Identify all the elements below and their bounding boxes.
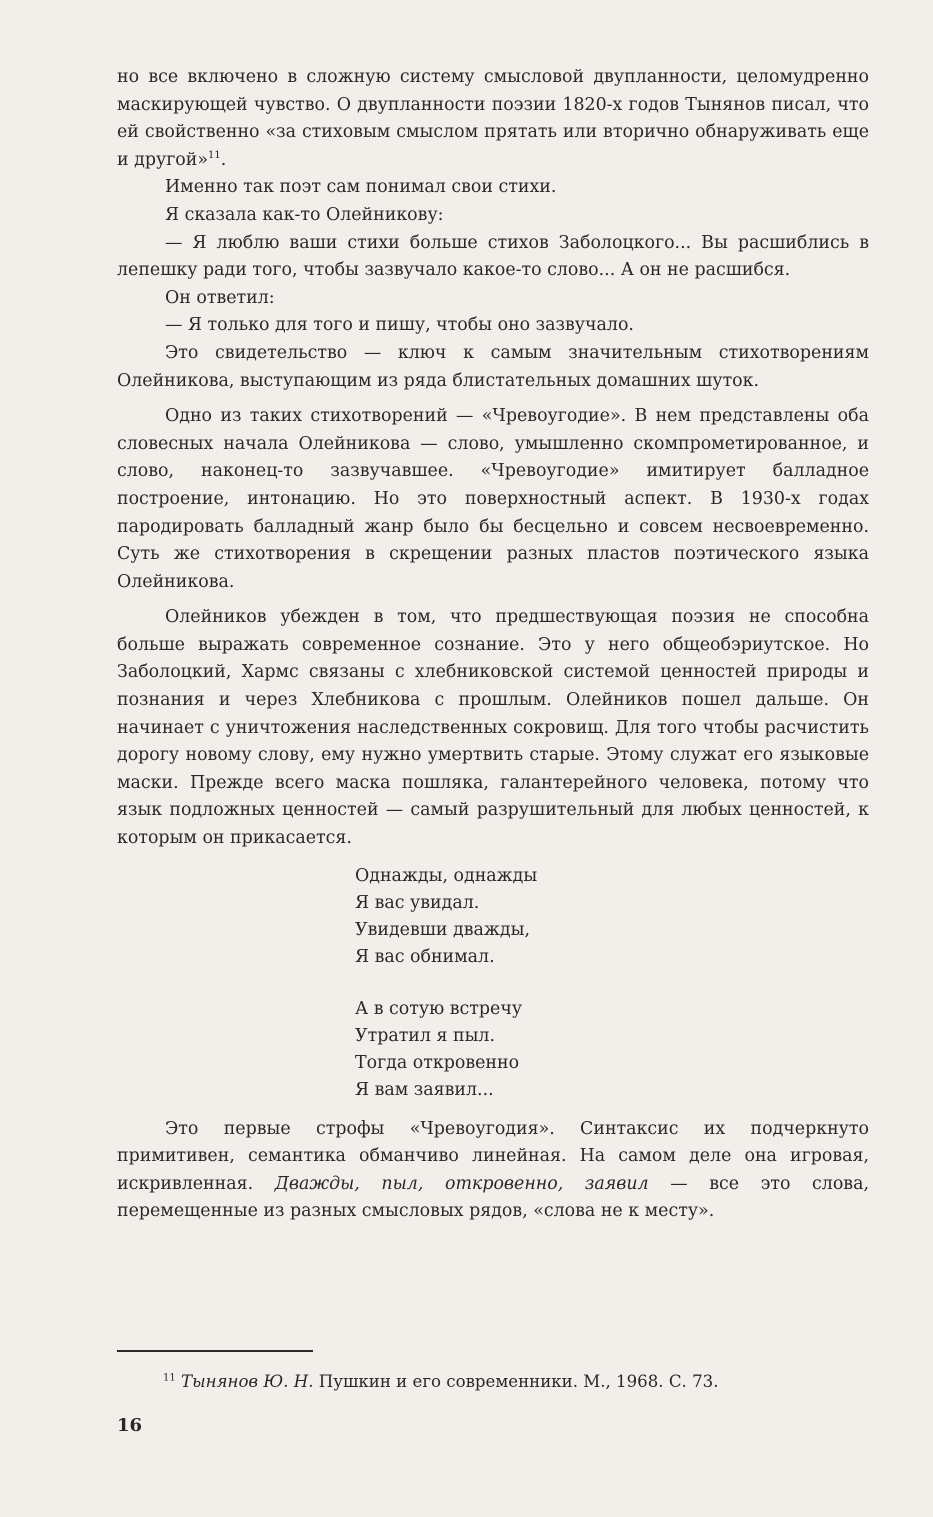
poem-line: Однажды, однажды	[355, 865, 538, 886]
poem-line: Увидевши дважды,	[355, 919, 530, 940]
paragraph-3: Я сказала как-то Олейникову:	[165, 204, 444, 225]
paragraph-10-text-b: — все это слова, перемещенные из разных смысловых рядов, «слова не к месту».	[117, 1173, 869, 1222]
paragraph-10-text-a: Это первые строфы «Чревоугодия». Синтаксис их подчеркнуто примитивен, семантика обманчиво линейная. На самом деле она игровая, искривленная.	[117, 1118, 869, 1194]
paragraph-1	[117, 64, 869, 174]
paragraph-9: Олейников убежден в том, что предшествующая поэзия не способна больше выражать современное сознание. Это у него общеобэриутское. Но Заболоцкий, Хармс связаны с хлебниковской системой ценностей природы и познания и через Хлебникова с прошлым. Олейников пошел дальше. Он начинает с уничтожения наследственных сокровищ. Для того чтобы расчистить дорогу новому слову, ему нужно умертвить старые. Этому служат его языковые маски. Прежде всего маска пошляка, галантерейного человека, потому что язык подложных ценностей — самый разрушительный для любых ценностей, к которым он прикасается.	[117, 607, 869, 849]
paragraph-7: Это свидетельство — ключ к самым значительным стихотворениям Олейникова, выступающим из ряда блистательных домашних шуток.	[117, 342, 869, 391]
poem-quote	[355, 863, 869, 1104]
footnote-text: Пушкин и его современники. М., 1968. С. 73.	[313, 1372, 719, 1391]
paragraph-2: Именно так поэт сам понимал свои стихи.	[165, 177, 557, 198]
paragraph-5: Он ответил:	[165, 287, 275, 308]
poem-line: А в сотую встречу	[355, 998, 523, 1019]
poem-line: Тогда откровенно	[355, 1052, 520, 1073]
footnote-author: Тынянов Ю. Н.	[181, 1372, 314, 1391]
paragraph-4-dialogue: — Я люблю ваши стихи больше стихов Заболоцкого... Вы расшиблись в лепешку ради того, чтобы зазвучало какое-то слово... А он не расшибся.	[117, 232, 869, 281]
paragraph-8: Одно из таких стихотворений — «Чревоугодие». В нем представлены оба словесных начала Олейникова — слово, умышленно скомпрометированное, и слово, наконец-то зазвучавшее. «Чревоугодие» имитирует балладное построение, интонацию. Но это поверхностный аспект. В 1930-х годах пародировать балладный жанр было бы бесцельно и совсем несвоевременно. Суть же стихотворения в скрещении разных пластов поэтического языка Олейникова.	[117, 406, 869, 592]
paragraph-1-tail: .	[220, 149, 227, 170]
footnote-mark: 11	[163, 1372, 176, 1384]
footnote-reference[interactable]: 11	[208, 149, 221, 161]
footnote-divider	[117, 1350, 313, 1352]
poem-stanza-2	[355, 996, 869, 1104]
paragraph-10-italic-words: Дважды, пыл, откровенно, заявил	[274, 1173, 649, 1194]
poem-line: Утратил я пыл.	[355, 1025, 495, 1046]
footnote	[163, 1370, 863, 1394]
page-number: 16	[117, 1415, 143, 1436]
poem-line: Я вас увидал.	[355, 892, 480, 913]
poem-line: Я вас обнимал.	[355, 946, 495, 967]
paragraph-6-dialogue: — Я только для того и пишу, чтобы оно зазвучало.	[165, 315, 634, 336]
poem-line: Я вам заявил...	[355, 1079, 494, 1100]
page-body	[117, 64, 869, 1226]
paragraph-1-text: но все включено в сложную систему смысловой двупланности, целомудренно маскирующей чувство. О двупланности поэзии 1820-х годов Тынянов писал, что ей свойственно «за стиховым смыслом прятать или вторично обнаруживать еще и другой»	[117, 67, 869, 170]
paragraph-10	[117, 1116, 869, 1226]
poem-stanza-1	[355, 863, 869, 971]
